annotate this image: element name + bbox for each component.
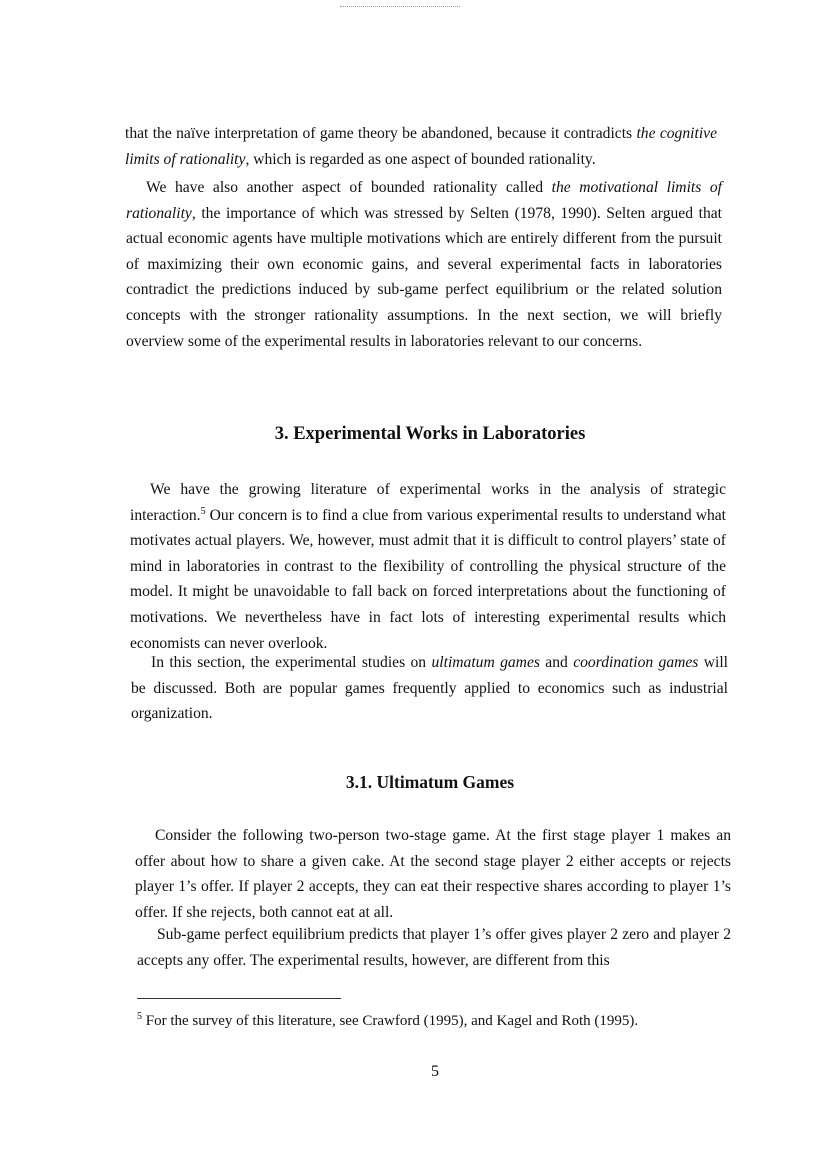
emphasis-cognitive-limits: the cognitive limits of rationality	[125, 125, 717, 168]
emphasis-ultimatum-games: ultimatum games	[431, 654, 540, 671]
section-heading-3: 3. Experimental Works in Laboratories	[274, 424, 586, 444]
emphasis-motivational-limits: the motivational limits of rationality	[126, 179, 722, 222]
paragraph-2: We have also another aspect of bounded rationality called the motivational limits of rationality, the importance of which was stressed by Selten (1978, 1990). Selten argued that actual economic agents have multiple motivations which are entirely different from the pursuit of maximizing their own economic gains, and several experimental facts in laboratories contradict the predictions induced by sub-game perfect equilibrium or the related solution concepts with the stronger rationality assumptions. In the next section, we will briefly overview some of the experimental results in laboratories relevant to our concerns.	[126, 179, 722, 350]
footnote-mark: 5	[137, 1011, 142, 1022]
footnote-5: $^5$ For the survey of this literature, see Crawford (1995), and Kagel and Roth (1995).	[137, 1011, 639, 1029]
emphasis-coordination-games: coordination games	[573, 654, 699, 671]
footnote-divider	[137, 998, 341, 999]
paragraph-3: We have the growing literature of experimental works in the analysis of strategic interaction.$^5$ Our concern is to find a clue from various experimental results to understand what motivates actual players. We, however, must admit that it is difficult to control players’ state of mind in laboratories in contrast to the flexibility of controlling the physical structure of the model. It might be unavoidable to fall back on forced interpretations about the functioning of motivations. We nevertheless have in fact lots of interesting experimental results which economists can never overlook.	[130, 481, 726, 652]
paragraph-5: Consider the following two-person two-stage game. At the first stage player 1 makes an offer about how to share a given cake. At the second stage player 2 either accepts or rejects player 1’s offer. If player 2 accepts, they can eat their respective shares according to player 1’s offer. If she rejects, both cannot eat at all.	[135, 827, 731, 921]
scan-artifact-dots	[340, 0, 460, 7]
footnote-marker: 5	[200, 505, 206, 517]
section-heading-3-1: 3.1. Ultimatum Games	[345, 772, 515, 792]
paragraph-1: that the naïve interpretation of game theory be abandoned, because it contradicts the cognitive limits of rationality, which is regarded as one aspect of bounded rationality.	[125, 125, 717, 168]
page-number: 5	[431, 1063, 439, 1080]
paragraph-4: In this section, the experimental studies on ultimatum games and coordination games will be discussed. Both are popular games frequently applied to economics such as industrial organization.	[131, 654, 729, 723]
paragraph-6: Sub-game perfect equilibrium predicts that player 1’s offer gives player 2 zero and player 2 accepts any offer. The experimental results, however, are different from this	[137, 926, 731, 969]
